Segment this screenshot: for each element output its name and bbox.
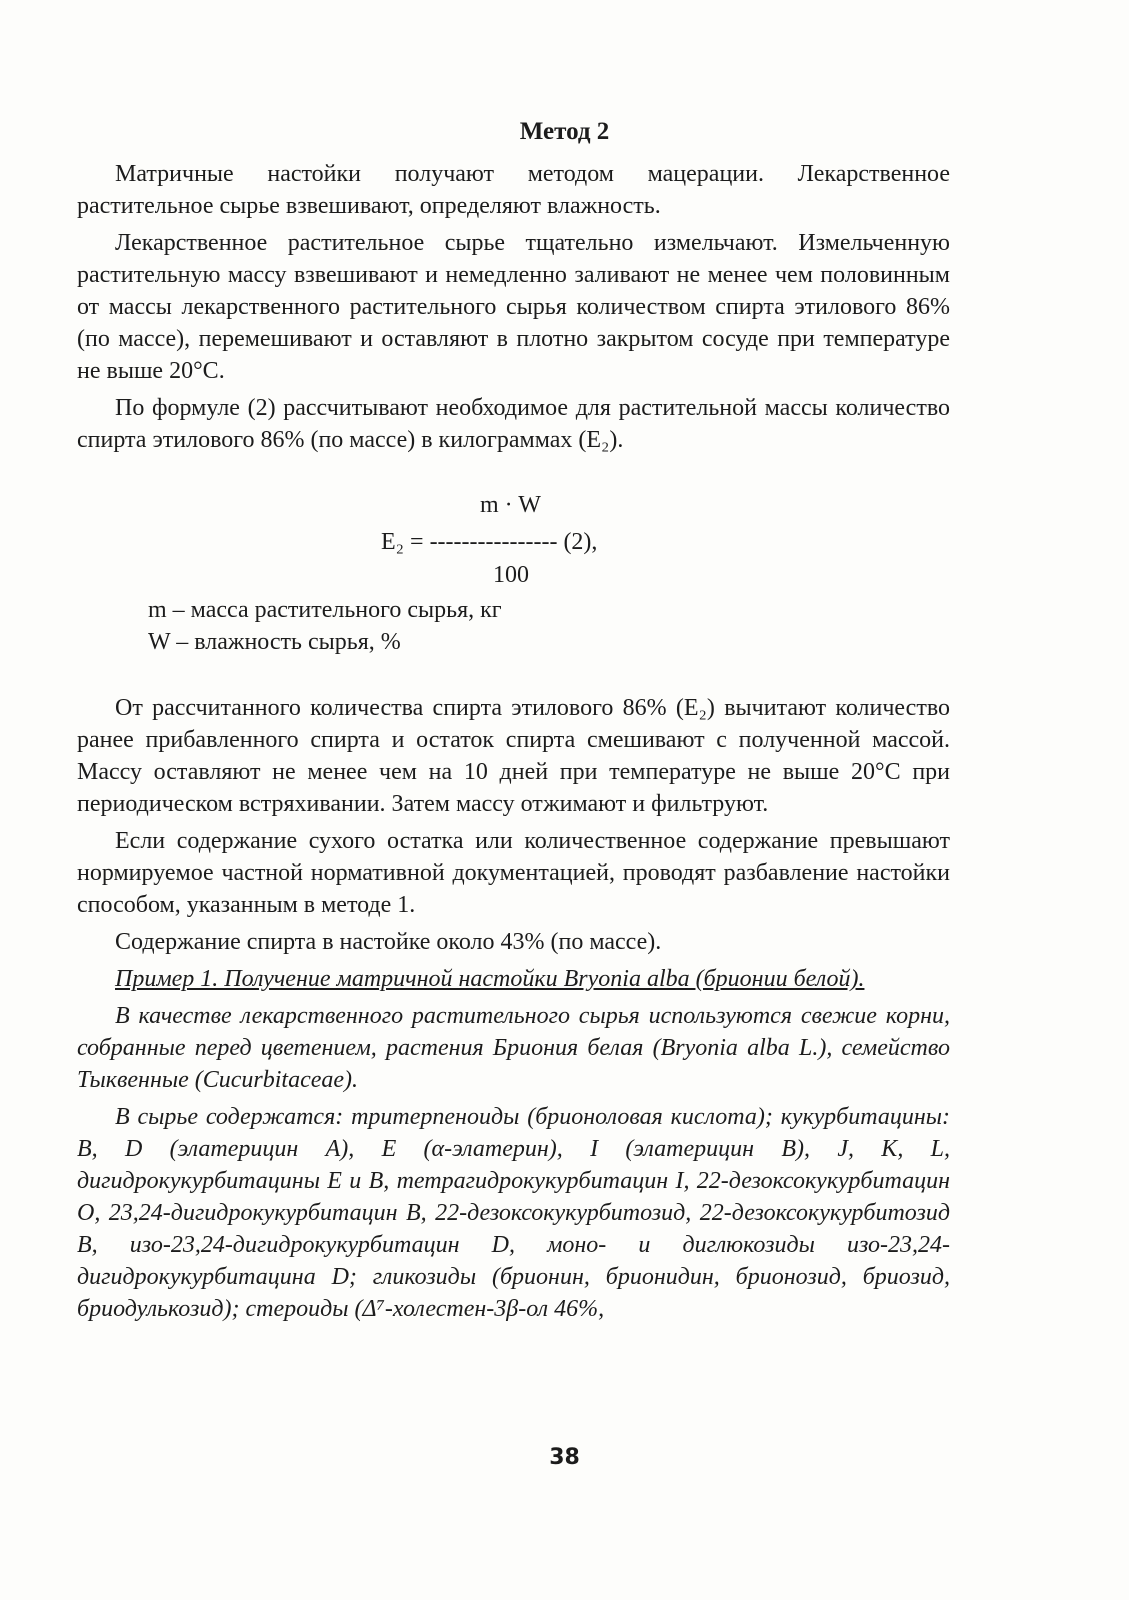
- text-block-bottom: [77, 692, 950, 1325]
- definition-m: m – масса растительного сырья, кг: [148, 597, 502, 623]
- text-block-top: [77, 158, 950, 456]
- example-title: Пример 1. Получение матричной настойки Bryonia alba (брионии белой).: [115, 966, 865, 992]
- paragraph-formula-intro: По формуле (2) рассчитывают необходимое для растительной массы количество спирта этилового 86% (по массе) в килограммах (E₂).: [77, 395, 950, 453]
- paragraph-constituents: В сырье содержатся: тритерпеноиды (брионоловая кислота); кукурбитацины: B, D (элатерицин A), E (α-элатерин), I (элатерицин B), J, K, L, дигидрокукурбитацины E и B, тетрагидрокукурбитацин I, 22-дезоксокукурбитацин O, 23,24-дигидрокукурбитацин B, 22-дезоксокукурбитозид, 22-дезоксокукурбитозид B, изо-23,24-дигидрокукурбитацин D, моно- и диглюкозиды изо-23,24-дигидрокукурбитацина D; гликозиды (брионин, брионидин, брионозид, бриозид, бриодулькозид); стероиды (Δ⁷-холестен-3β-ол 46%,: [77, 1104, 950, 1322]
- definition-w: W – влажность сырья, %: [148, 629, 401, 655]
- page-number: 38: [549, 1445, 580, 1470]
- paragraph-preparation: Лекарственное растительное сырье тщательно измельчают. Измельченную растительную массу взвешивают и немедленно заливают не менее чем половинным от массы лекарственного растительного сырья количеством спирта этилового 86% (по массе), перемешивают и оставляют в плотно закрытом сосуде при температуре не выше 20°С.: [77, 230, 950, 384]
- formula-lhs: E₂ =: [381, 529, 424, 555]
- formula-number: (2),: [563, 529, 598, 555]
- paragraph-alcohol-content: Содержание спирта в настойке около 43% (по массе).: [115, 929, 662, 955]
- formula-line: [381, 529, 597, 556]
- paragraph-mixing: От рассчитанного количества спирта этилового 86% (E₂) вычитают количество ранее прибавленного спирта и остаток спирта смешивают с полученной массой. Массу оставляют не менее чем на 10 дней при температуре не выше 20°С при периодическом встряхивании. Затем массу отжимают и фильтруют.: [77, 695, 950, 817]
- section-heading: Метод 2: [519, 118, 610, 145]
- paragraph-intro: Матричные настойки получают методом мацерации. Лекарственное растительное сырье взвешивают, определяют влажность.: [77, 161, 950, 219]
- paragraph-dilution: Если содержание сухого остатка или количественное содержание превышают нормируемое частной нормативной документацией, проводят разбавление настойки способом, указанным в методе 1.: [77, 828, 950, 918]
- formula-fraction-bar: ----------------: [429, 529, 558, 555]
- paragraph-raw-material: В качестве лекарственного растительного сырья используются свежие корни, собранные перед цветением, растения Бриония белая (Bryonia alba L.), семейство Тыквенные (Cucurbitaceae).: [77, 1003, 950, 1093]
- formula-numerator: m · W: [480, 492, 541, 518]
- formula-denominator: 100: [493, 562, 529, 588]
